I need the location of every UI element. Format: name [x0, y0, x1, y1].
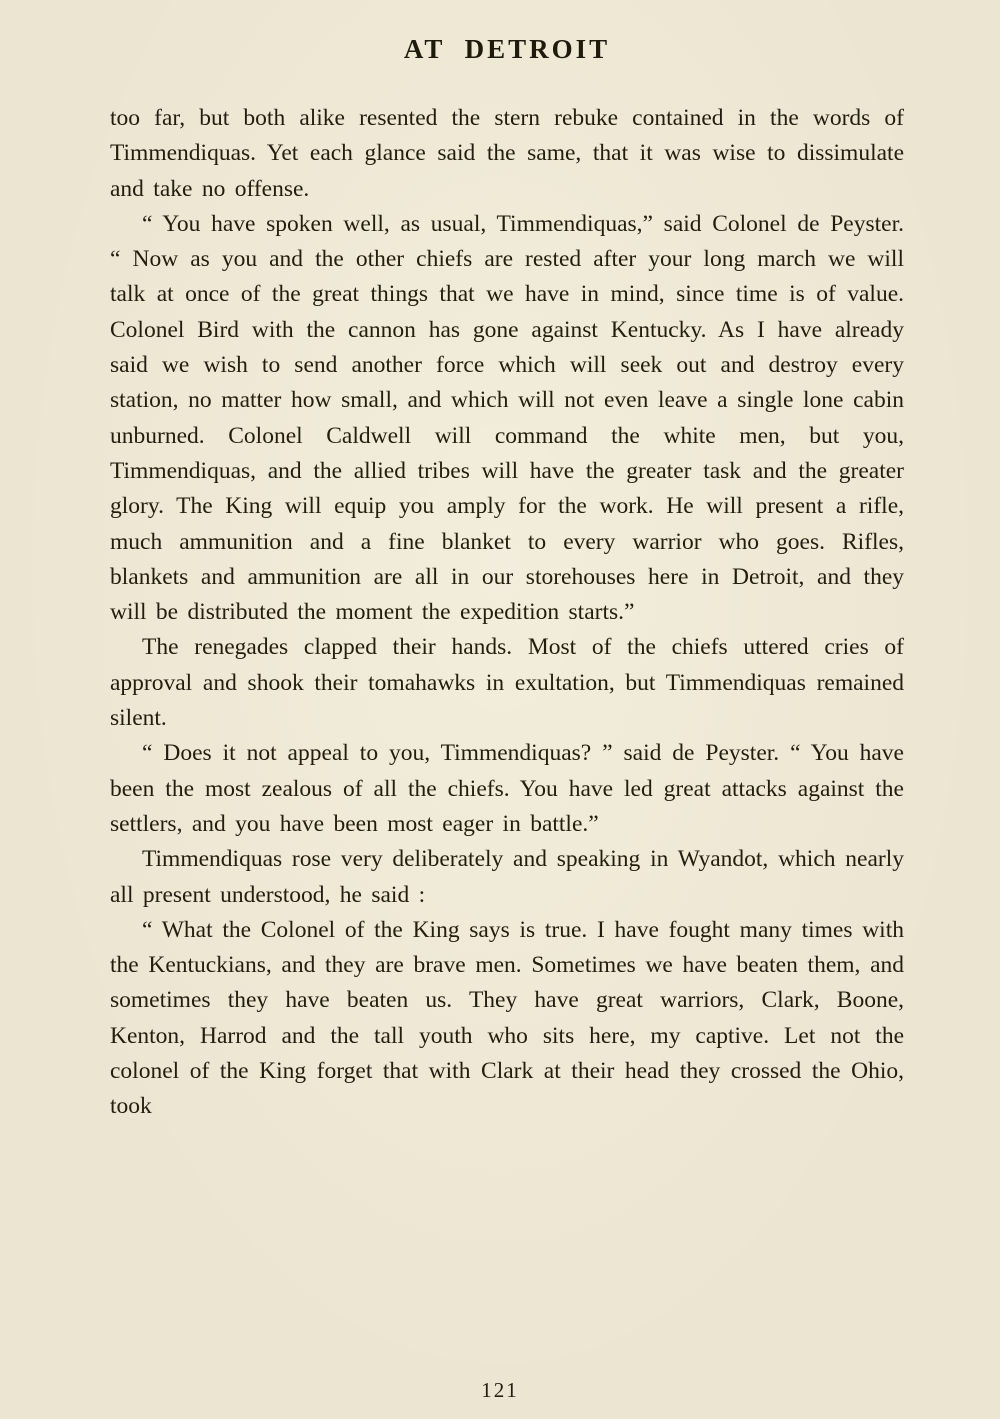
paragraph: “ What the Colonel of the King says is true. I have fought many times with the Kentuckians, and they are brave men. Sometimes we have beaten them, and sometimes they have beaten us. They have great warriors, Clark, Boone, Kenton, Harrod and the tall youth who sits here, my captive. Let not the colonel of the King forget that with Clark at their head they crossed the Ohio, took [110, 916, 904, 1120]
paragraph: “ You have spoken well, as usual, Timmendiquas,” said Colonel de Peyster. “ Now as you and the other chiefs are rested after your long march we will talk at once of the great things that we have in mind, since time is of value. Colonel Bird with the cannon has gone against Kentucky. As I have already said we wish to send another force which will seek out and destroy every station, no matter how small, and which will not even leave a single lone cabin unburned. Colonel Caldwell will command the white men, but you, Timmendiquas, and the allied tribes will have the greater task and the greater glory. The King will equip you amply for the work. He will present a rifle, much ammunition and a fine blanket to every warrior who goes. Rifles, blankets and ammunition are all in our storehouses here in Detroit, and they will be distributed the moment the expedition starts.” [110, 210, 904, 626]
body-text [110, 101, 904, 1125]
page-title: AT DETROIT [403, 34, 611, 64]
paragraph: “ Does it not appeal to you, Timmendiquas? ” said de Peyster. “ You have been the most zealous of all the chiefs. You have led great attacks against the settlers, and you have been most eager in battle.” [110, 740, 904, 837]
paragraph: The renegades clapped their hands. Most of the chiefs uttered cries of approval and shook their tomahawks in exultation, but Timmendiquas remained silent. [110, 634, 904, 732]
paragraph: too far, but both alike resented the stern rebuke contained in the words of Timmendiquas. Yet each glance said the same, that it was wise to dissimulate and take no offense. [110, 105, 904, 202]
paragraph: Timmendiquas rose very deliberately and speaking in Wyandot, which nearly all present understood, he said : [110, 846, 904, 908]
page-number: 121 [481, 1378, 519, 1402]
